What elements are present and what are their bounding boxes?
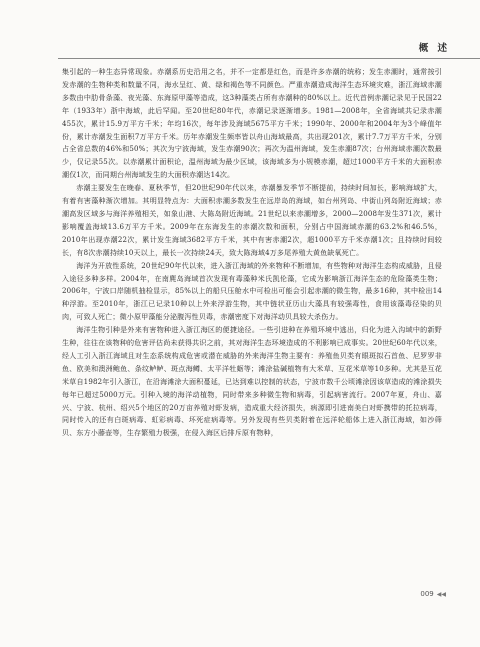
- paragraph: 海洋生物引种是外来有害物种进入浙江海区的便捷途径。一些引进种在养殖环境中逃出，归化为进入沟域中的新野生种，往往在该物种的危害评估尚未获得共识之前，其对海洋生态环境造成的不利影响已成事实。20世纪60年代以来，经人工引入浙江海域且对生态系统构成危害或潜在威胁的外来海洋生物主要有：养殖鱼贝类有眼斑拟石首鱼、尼罗罗非鱼、欧美和澳洲鲍鱼、条纹鲈鲈、斑点海鳟、太平洋牡蛎等；滩涂盐碱植物有大米草、互花米草等10多种。尤其是互花米草自1982年引入浙江，在沿海滩涂大面积蔓延，已达到难以控制的状态，宁波市数千公顷滩涂因该草造成的滩涂损失每年已超过5000万元。引种入境的海洋动植物，同时带来多种微生物和病毒，引起病害流行。2007年夏，舟山、嘉兴、宁波、杭州、绍兴5个地区的20万亩养殖对虾发病，造成重大经济损失，病源即引进南美白对虾携带的托拉病毒，同时传入的还有白斑病毒、虹彩病毒、坏死症病毒等。另外发现有些贝类附着在远洋轮船体上进入浙江海域，如沙筛贝、东方小藤壶等，生存繁殖力极强，在侵入海区后排斥原有物种，: [62, 325, 442, 438]
- paragraph: 海洋为开放性系统，20世纪90年代以来，进入浙江海域的外来物种不断增加，有些物种对海洋生态构成威胁，且侵入途径多种多样。2004年，在南麂岛海域首次发现有毒藻种米氏凯伦藻，它成为影响浙江海洋生态的危险藻类生物；2006年，宁波口岸随机抽检显示，85%以上的船只压舱水中可检出可能会引起赤潮的微生物，最多16种，其中检出14种浮游。至2010年，浙江已记录10种以上外来浮游生物，其中链状亚历山大藻具有较强毒性，食用该藻毒径染的贝肉，可致人死亡；微小原甲藻能分泌腹泻性贝毒，赤潮密度下对海洋动贝具较大杀伤力。: [62, 260, 442, 322]
- paragraph-continuation: 集引起的一种生态异常现象。赤潮系历史沿用之名，并不一定都是红色，而是许多赤潮的统称；发生赤潮时，通常按引发赤潮的生物种类和数量不同，海水呈红、黄、绿和褐色等不同颜色。严重赤潮造成海洋生态环境灾难，浙江海域赤潮多数由中肋骨条藻、夜光藻、东海原甲藻等造成，这3种藻类占所有赤潮种的80%以上。近代首例赤潮记录见于民国22年（1933年）浙中海域，此后罕闻。至20世纪80年代，赤潮记录逐渐增多。1981—2008年，全省海域共记录赤潮455次，累计15.9万平方千米；年均16次，每年涉及海域5675平方千米；1990年、2000年和2004年为3个峰值年份，累计赤潮发生面积7万平方千米。历年赤潮发生频率皆以舟山海域最高，共出现201次，累计7.7万平方千米，分别占全省总数的46%和50%；其次为宁波海域，发生赤潮90次；再次为温州海域，发生赤潮87次；台州海域赤潮次数最少，仅记录55次。以赤潮累计面积论，温州海域为最少区域，该海域多为小规模赤潮，超过1000平方千米的大面积赤潮仅1次，而同期台州海域发生的大面积赤潮达14次。: [62, 67, 442, 180]
- section-title: 概 述: [418, 43, 450, 54]
- page-header: [0, 40, 480, 54]
- page-number: 009: [420, 590, 434, 598]
- page-footer: [420, 590, 446, 598]
- paragraph: 赤潮主要发生在晚春、夏秋季节，但20世纪90年代以来，赤潮暴发季节不断提前，持续时间加长，影响海域扩大，有着有害藻种渐次增加。其明显特点为：大面积赤潮多数发生在远岸岛的海域，如台州列岛、中街山列岛附近海域；赤潮高发区域多与海洋养殖相关，如象山港、大陈岛附近海域。21世纪以来赤潮增多，2000—2008年发生371次，累计影响覆盖海域13.6万平方千米。2009年在东海发生的赤潮次数和面积，分别占中国海域赤潮的63.2%和46.5%，2010年出现赤潮22次，累计发生海域3682平方千米，其中有害赤潮2次，超1000平方千米赤潮1次；且持续时间较长，有8次赤潮持续10天以上，最长一次持续24天，致大陈海域4万多尾养殖大黄鱼缺氧死亡。: [62, 183, 442, 257]
- body-text: [62, 66, 442, 586]
- page-marker: ◀◀: [436, 591, 446, 598]
- header-divider: [58, 58, 480, 59]
